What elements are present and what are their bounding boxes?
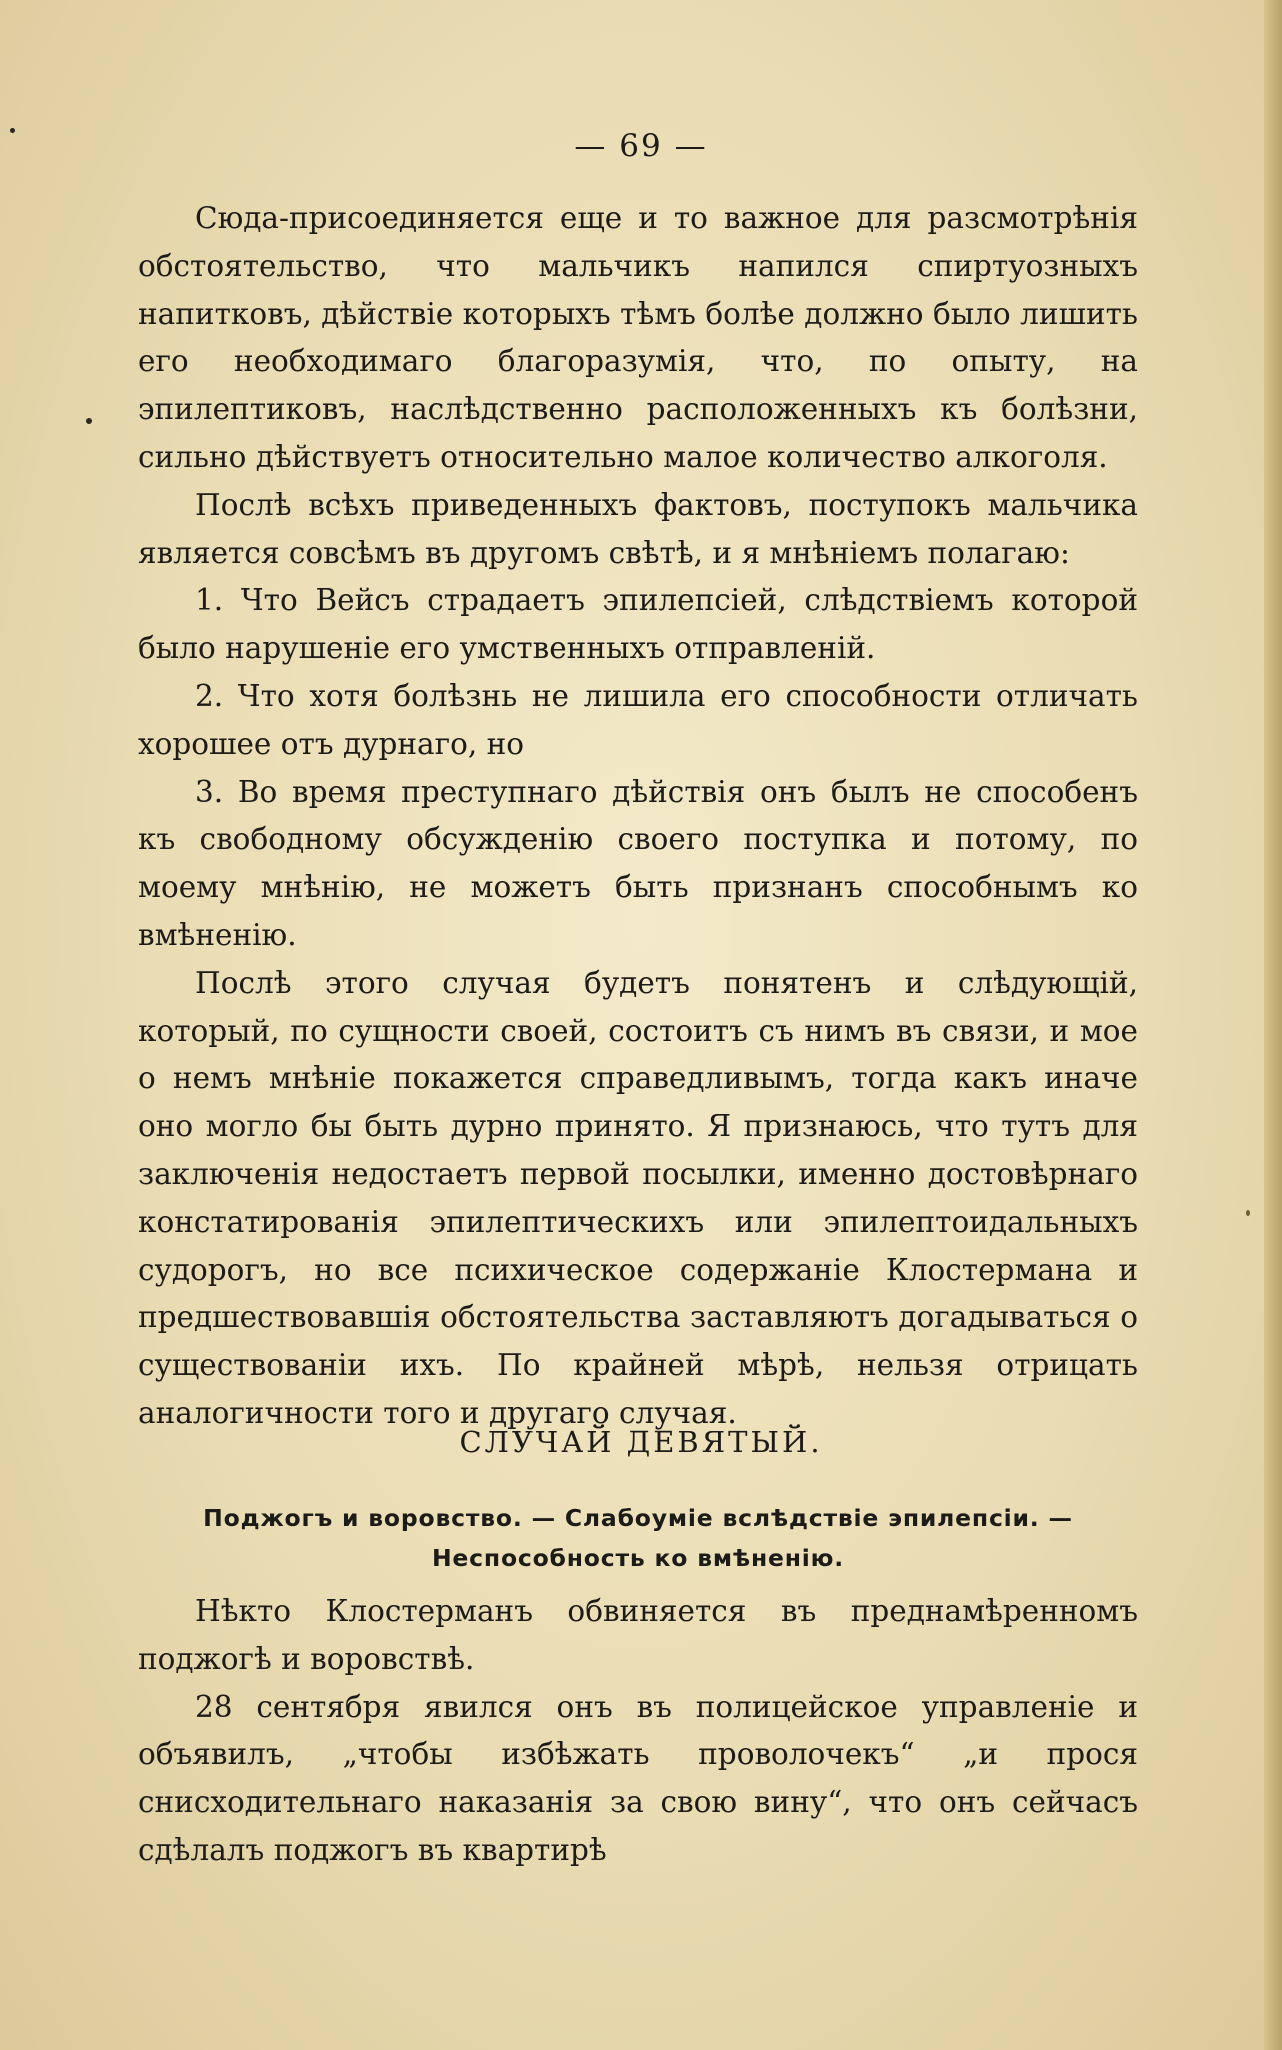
paragraph: Нѣкто Клостерманъ обвиняется въ преднамѣренномъ поджогѣ и воровствѣ.	[138, 1594, 1138, 1676]
lower-body-text	[138, 1588, 1138, 1875]
subheading-line: Поджогъ и воровство. — Слабоуміе вслѣдствіе эпилепсіи. —	[203, 1504, 1073, 1532]
paragraph: Сюда-присоединяется еще и то важное для разсмотрѣнія обстоятельство, что мальчикъ напился спиртуозныхъ напитковъ, дѣйствіе которыхъ тѣмъ болѣе должно было лишить его необходимаго благоразумія, что, по опыту, на эпилептиковъ, наслѣдственно расположенныхъ къ болѣзни, сильно дѣйствуетъ относительно малое количество алкоголя.	[138, 201, 1138, 474]
paragraph: 3. Во время преступнаго дѣйствія онъ былъ не способенъ къ свободному обсужденію своего поступка и потому, по моему мнѣнію, не можетъ быть признанъ способнымъ ко вмѣненію.	[138, 774, 1138, 952]
section-subheading	[138, 1498, 1138, 1578]
ink-speck	[1246, 1210, 1250, 1216]
page-number: — 69 —	[574, 128, 708, 164]
paragraph: Послѣ этого случая будетъ понятенъ и слѣдующій, который, по сущности своей, состоитъ съ нимъ въ связи, и мое о немъ мнѣніе покажется справедливымъ, тогда какъ иначе оно могло бы быть дурно принято. Я признаюсь, что тутъ для заключенія недостаетъ первой посылки, именно достовѣрнаго констатированія эпилептическихъ или эпилептоидальныхъ судорогъ, но все психическое содержаніе Клостермана и предшествовавшія обстоятельства заставляютъ догадываться о существованіи ихъ. По крайней мѣрѣ, нельзя отрицать аналогичности того и другаго случая.	[138, 965, 1138, 1430]
paragraph: 28 сентября явился онъ въ полицейское управленіе и объявилъ, „чтобы избѣжать проволочекъ“ „и прося снисходительнаго наказанія за свою вину“, что онъ сейчасъ сдѣлалъ поджогъ въ квартирѣ	[138, 1689, 1138, 1867]
paragraph: Послѣ всѣхъ приведенныхъ фактовъ, поступокъ мальчика является совсѣмъ въ другомъ свѣтѣ, и я мнѣніемъ полагаю:	[138, 487, 1138, 570]
page-edge-shadow	[1264, 0, 1282, 2050]
paragraph: 1. Что Вейсъ страдаетъ эпилепсіей, слѣдствіемъ которой было нарушеніе его умственныхъ отправленій.	[138, 583, 1138, 666]
paragraph: 2. Что хотя болѣзнь не лишила его способности отличать хорошее отъ дурнаго, но	[138, 678, 1138, 761]
upper-body-text	[138, 195, 1138, 1438]
subheading-line: Неспособность ко вмѣненію.	[431, 1544, 845, 1572]
ink-speck	[86, 418, 92, 424]
section-heading: СЛУЧАЙ ДЕВЯТЫЙ.	[459, 1425, 823, 1459]
